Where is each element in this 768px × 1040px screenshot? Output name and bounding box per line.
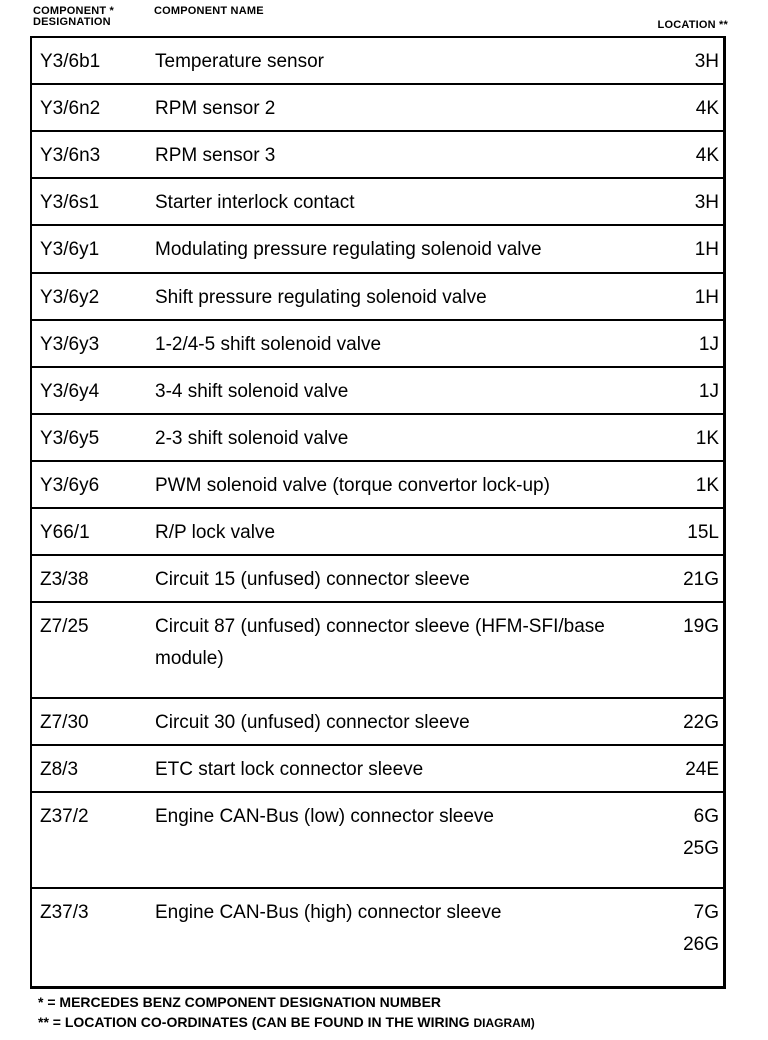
component-name: Circuit 15 (unfused) connector sleeve	[155, 569, 470, 590]
component-name: Engine CAN-Bus (high) connector sleeve	[155, 902, 502, 923]
component-designation: Y3/6y3	[40, 334, 100, 355]
footnote-location	[38, 1012, 535, 1033]
component-location	[649, 423, 719, 455]
table-row	[32, 274, 723, 321]
component-name: PWM solenoid valve (torque convertor lock-up)	[155, 475, 550, 496]
component-designation: Z7/30	[40, 712, 89, 733]
component-name: Circuit 87 (unfused) connector sleeve (HFM-SFI/base module)	[155, 616, 605, 669]
component-name: Engine CAN-Bus (low) connector sleeve	[155, 806, 494, 827]
component-location	[649, 376, 719, 408]
component-location	[649, 140, 719, 172]
footnote-location-main: ** = LOCATION CO-ORDINATES (CAN BE FOUND IN THE WIRING	[38, 1014, 470, 1030]
component-designation: Y3/6b1	[40, 51, 101, 72]
component-location	[649, 234, 719, 266]
component-location	[649, 46, 719, 78]
component-name: Circuit 30 (unfused) connector sleeve	[155, 712, 470, 733]
location-coordinate: 4K	[695, 145, 719, 166]
component-name: 3-4 shift solenoid valve	[155, 381, 349, 402]
component-location	[649, 93, 719, 125]
location-coordinate: 19G	[683, 616, 719, 637]
component-location	[649, 801, 719, 865]
header-location: LOCATION **	[657, 19, 728, 31]
component-designation: Z8/3	[40, 759, 79, 780]
component-designation: Z7/25	[40, 616, 89, 637]
location-coordinate: 3H	[694, 192, 719, 213]
component-name: Modulating pressure regulating solenoid valve	[155, 239, 542, 260]
component-designation: Z3/38	[40, 569, 89, 590]
header-designation: COMPONENT * DESIGNATION	[33, 5, 115, 28]
component-location	[649, 564, 719, 596]
component-designation: Z37/2	[40, 806, 89, 827]
component-name: RPM sensor 3	[155, 145, 276, 166]
component-designation: Y3/6n3	[40, 145, 101, 166]
component-name: RPM sensor 2	[155, 98, 276, 119]
location-coordinate: 26G	[683, 934, 719, 955]
location-coordinate: 1J	[698, 334, 719, 355]
component-name: R/P lock valve	[155, 522, 276, 543]
location-coordinate: 4K	[695, 98, 719, 119]
location-coordinate: 1K	[695, 428, 719, 449]
location-coordinate: 25G	[683, 838, 719, 859]
component-designation: Z37/3	[40, 902, 89, 923]
table-row	[32, 38, 723, 85]
component-location	[649, 187, 719, 219]
table-row	[32, 462, 723, 509]
component-location	[649, 470, 719, 502]
component-name: Starter interlock contact	[155, 192, 355, 213]
component-location	[649, 707, 719, 739]
component-name: 2-3 shift solenoid valve	[155, 428, 349, 449]
location-coordinate: 1J	[698, 381, 719, 402]
component-name: Temperature sensor	[155, 51, 324, 72]
location-coordinate: 1H	[694, 239, 719, 260]
component-location	[649, 329, 719, 361]
footnote-designation: * = MERCEDES BENZ COMPONENT DESIGNATION NUMBER	[38, 994, 442, 1010]
table-row	[32, 556, 723, 603]
component-location	[649, 754, 719, 786]
component-location	[649, 611, 719, 643]
component-table	[30, 36, 726, 989]
component-designation: Y3/6y4	[40, 381, 100, 402]
location-coordinate: 24E	[685, 759, 719, 780]
table-row	[32, 793, 723, 889]
component-name: 1-2/4-5 shift solenoid valve	[155, 334, 382, 355]
location-coordinate: 6G	[693, 806, 719, 827]
location-coordinate: 21G	[683, 569, 719, 590]
footnote-location-small: DIAGRAM)	[473, 1016, 535, 1030]
table-row	[32, 179, 723, 226]
location-coordinate: 1K	[695, 475, 719, 496]
component-name: Shift pressure regulating solenoid valve	[155, 287, 487, 308]
table-row	[32, 699, 723, 746]
component-designation: Y3/6y1	[40, 239, 100, 260]
table-row	[32, 603, 723, 699]
location-coordinate: 1H	[694, 287, 719, 308]
table-row	[32, 746, 723, 793]
table-row	[32, 368, 723, 415]
component-designation: Y3/6y6	[40, 475, 100, 496]
table-row	[32, 226, 723, 274]
table-row	[32, 321, 723, 368]
component-designation: Y3/6s1	[40, 192, 100, 213]
component-name: ETC start lock connector sleeve	[155, 759, 424, 780]
component-designation: Y3/6n2	[40, 98, 101, 119]
component-location	[649, 897, 719, 961]
location-coordinate: 22G	[683, 712, 719, 733]
table-row	[32, 132, 723, 179]
header-name: COMPONENT NAME	[154, 5, 264, 17]
component-designation: Y66/1	[40, 522, 90, 543]
table-row	[32, 415, 723, 462]
table-row	[32, 85, 723, 132]
component-designation: Y3/6y2	[40, 287, 100, 308]
component-designation: Y3/6y5	[40, 428, 100, 449]
footnotes	[38, 992, 535, 1033]
table-row	[32, 889, 723, 986]
location-coordinate: 7G	[693, 902, 719, 923]
component-location	[649, 282, 719, 314]
location-coordinate: 15L	[687, 522, 719, 543]
location-coordinate: 3H	[694, 51, 719, 72]
component-location	[649, 517, 719, 549]
table-row	[32, 509, 723, 556]
